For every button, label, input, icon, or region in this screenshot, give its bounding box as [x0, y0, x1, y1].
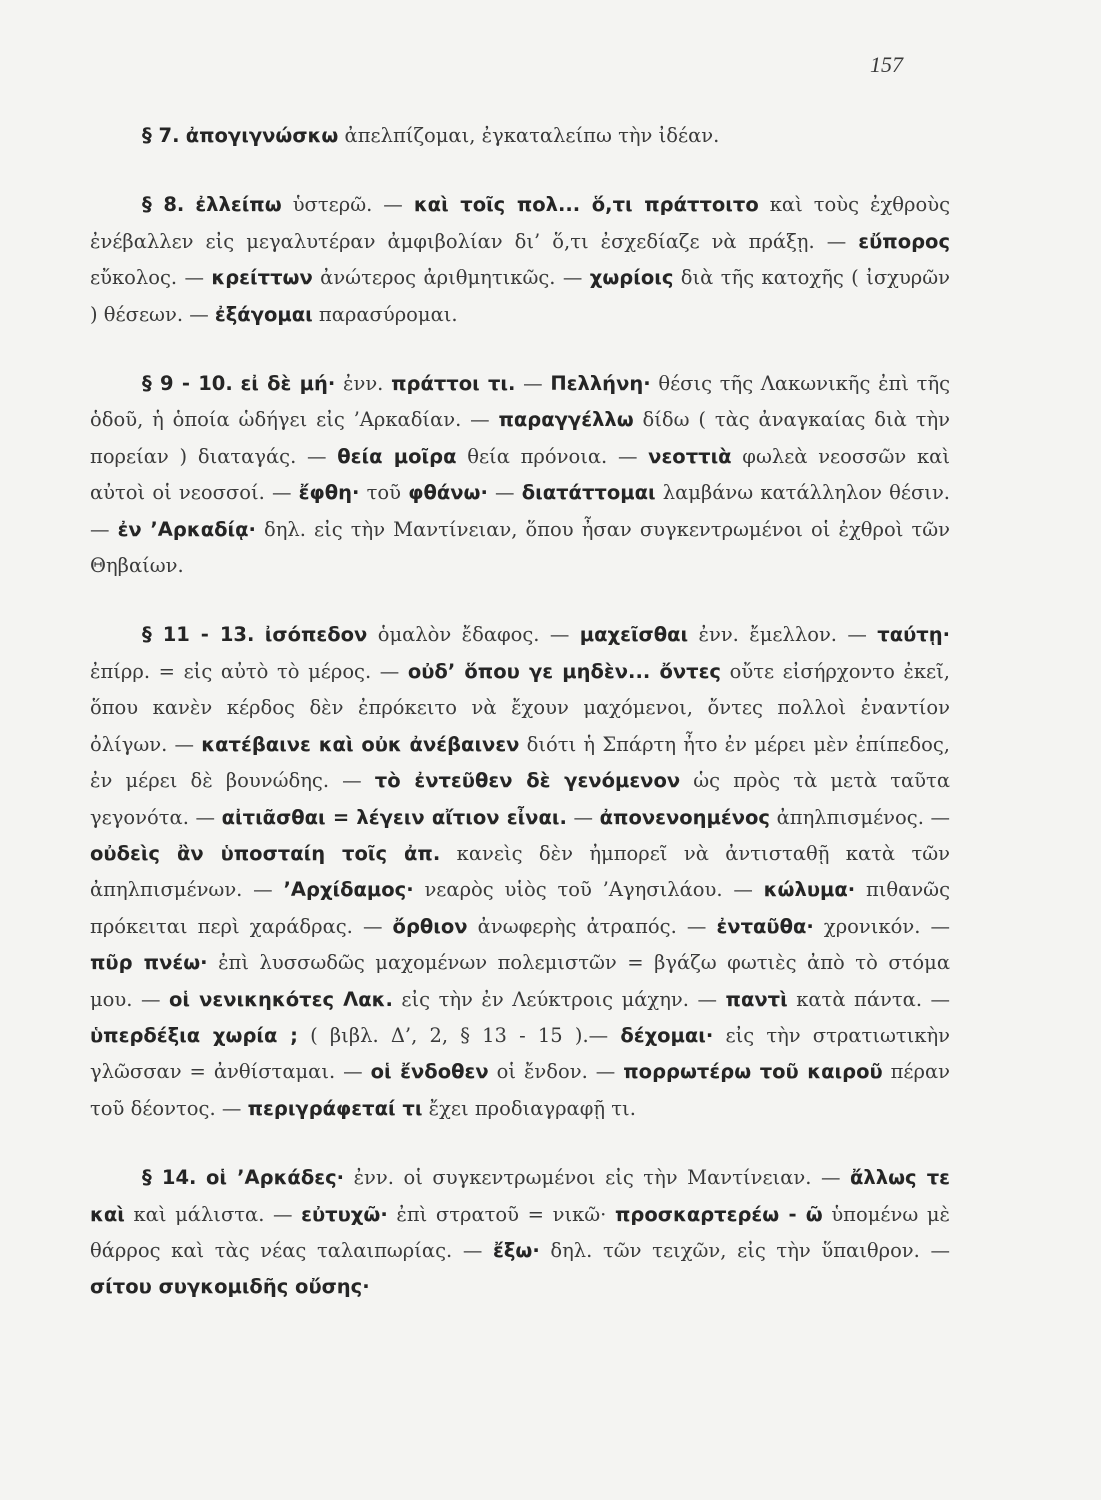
lemma-term: καὶ τοῖς πολ... ὅ,τι πράττοιτο — [413, 193, 759, 217]
gloss-entry — [301, 1203, 606, 1226]
gloss-entry — [337, 445, 637, 468]
lemma-term: ἔφθη· — [298, 481, 360, 505]
gloss-entry — [408, 481, 514, 504]
gloss-entry — [600, 806, 950, 829]
gloss-definition: ὁμαλὸν ἔδαφος. — — [377, 623, 570, 647]
lemma-term: ὑπερδέξια χωρία ; — [90, 1023, 298, 1047]
gloss-entry — [299, 481, 401, 504]
gloss-entry — [215, 303, 458, 326]
gloss-definition: ὑστερῶ. — — [292, 193, 403, 217]
lemma-term: ἐν ’Αρκαδίᾳ· — [117, 517, 256, 541]
gloss-entry — [222, 806, 593, 829]
gloss-definition: — — [573, 805, 593, 829]
gloss-definition: θέσις τῆς Λακωνικῆς ἐπὶ τῆς ὁδοῦ, ἡ ὁποία ὡδήγει εἰς ’Αρκαδίαν. — — [90, 372, 951, 432]
gloss-definition: χρονικόν. — — [823, 914, 950, 938]
lemma-term: προσκαρτερέω - ῶ — [615, 1202, 823, 1226]
gloss-entry — [186, 124, 720, 147]
gloss-definition: δίδω ( τὰς ἀναγκαίας διὰ τὴν πορείαν ) διαταγάς. — — [90, 408, 950, 468]
lemma-term: δέχομαι· — [620, 1023, 714, 1047]
lemma-term: οἱ ἔνδοθεν — [370, 1060, 489, 1084]
gloss-entry — [90, 1024, 608, 1047]
gloss-entry — [169, 988, 717, 1011]
gloss-entry — [726, 988, 951, 1011]
gloss-definition: καὶ μάλιστα. — — [133, 1202, 293, 1226]
lemma-term: μαχεῖσθαι — [579, 623, 689, 647]
lemma-term: ταύτῃ· — [877, 623, 950, 647]
lemma-term: φθάνω· — [408, 481, 488, 505]
lemma-term: διατάττομαι — [521, 481, 656, 505]
gloss-definition: ἀπελπίζομαι, ἐγκαταλείπω τὴν ἰδέαν. — [344, 124, 720, 147]
lemma-term: οὐδ’ ὅπου γε μηδὲν... ὄντες — [407, 659, 721, 683]
lemma-term: σίτου συγκομιδῆς οὔσης· — [90, 1275, 370, 1299]
lemma-term: εἰ δὲ μή· — [240, 372, 336, 396]
gloss-definition: δηλ. τῶν τειχῶν, εἰς τὴν ὕπαιθρον. — — [550, 1238, 950, 1262]
gloss-entry — [90, 1275, 370, 1298]
gloss-definition: θεία πρόνοια. — — [467, 444, 638, 468]
gloss-definition: ἀνωφερὴς ἀτραπός. — — [477, 914, 707, 938]
gloss-definition: ὡς πρὸς τὰ μετὰ ταῦτα γεγονότα. — — [90, 769, 950, 829]
lemma-term: ἐνταῦθα· — [716, 914, 814, 938]
lemma-term: ’Αρχίδαμος· — [283, 878, 414, 902]
gloss-entry — [716, 915, 950, 938]
gloss-definition: ἐπίρρ. = εἰς αὐτὸ τὸ μέρος. — — [90, 659, 400, 683]
gloss-definition: οἱ ἔνδον. — — [496, 1060, 616, 1084]
lemma-term: παντὶ — [725, 987, 788, 1011]
gloss-entry — [90, 518, 950, 577]
gloss-definition: ὑπομένω μὲ θάρρος καὶ τὰς νέας ταλαιπωρίας. — — [90, 1202, 951, 1262]
gloss-entry — [493, 1239, 950, 1262]
gloss-definition: εἰς τὴν ἐν Λεύκτροις μάχην. — — [401, 987, 717, 1011]
lemma-term: πῦρ πνέω· — [90, 951, 208, 975]
lemma-term: ἄλλως τε καὶ — [90, 1166, 951, 1226]
gloss-definition: διότι ἡ Σπάρτη ἦτο ἐν μέρει μὲν ἐπίπεδος, ἐν μέρει δὲ βουνώδης. — — [90, 732, 950, 793]
gloss-definition: ἐπὶ λυσσωδῶς μαχομένων πολεμιστῶν = βγάζω φωτιὲς ἀπὸ τὸ στόμα μου. — — [90, 951, 950, 1011]
lemma-term: κατέβαινε καὶ οὐκ ἀνέβαινεν — [201, 732, 520, 756]
gloss-definition: — — [523, 372, 543, 396]
lemma-term: χωρίοις — [589, 266, 674, 290]
section-number: § 14. — [142, 1166, 197, 1190]
gloss-entry — [206, 1166, 840, 1189]
section-number: § 11 - 13. — [142, 623, 255, 647]
lemma-term: ἐλλείπω — [195, 193, 282, 217]
gloss-definition: τοῦ — [366, 481, 402, 505]
gloss-entry — [211, 266, 582, 289]
lemma-term: ἐξάγομαι — [214, 302, 313, 326]
lemma-term: κώλυμα· — [763, 878, 856, 902]
section-number: § 7. — [142, 124, 180, 147]
gloss-definition: κατὰ πάντα. — — [796, 987, 951, 1011]
gloss-definition: ἔχει προδιαγραφῇ τι. — [428, 1096, 636, 1120]
gloss-definition: ( βιβλ. Δ’, 2, § 13 - 15 ).— — [310, 1023, 609, 1047]
gloss-definition: — — [495, 481, 515, 505]
lemma-term: αἰτιᾶσθαι = λέγειν αἴτιον εἶναι. — [221, 805, 567, 829]
lemma-term: οὐδεὶς ἂν ὑποσταίη τοῖς ἀπ. — [90, 841, 441, 865]
commentary-paragraph — [90, 118, 950, 154]
gloss-definition: οὔτε εἰσήρχοντο ἐκεῖ, ὅπου κανὲν κέρδος δὲν ἐπρόκειτο νὰ ἔχουν μαχόμενοι, ὄντες πολλοὶ ἐναντίον ὀλίγων. — — [90, 659, 950, 756]
commentary-paragraph — [90, 1160, 950, 1306]
lemma-term: κρείττων — [211, 266, 313, 290]
gloss-definition: διὰ τῆς κατοχῆς ( ἰσχυρῶν ) θέσεων. — — [90, 266, 951, 326]
section-number: § 8. — [142, 193, 185, 217]
lemma-term: Πελλήνη· — [550, 372, 651, 396]
gloss-entry — [580, 623, 867, 646]
gloss-definition: ἐνν. ἔμελλον. — — [698, 623, 867, 647]
lemma-term: ἀπονενοημένος — [599, 805, 770, 829]
gloss-entry — [284, 878, 753, 901]
gloss-definition: παρασύρομαι. — [318, 302, 458, 326]
gloss-entry — [265, 623, 570, 646]
lemma-term: ἰσόπεδον — [264, 623, 368, 647]
page-number: 157 — [870, 52, 903, 77]
gloss-definition: εὔκολος. — — [90, 266, 204, 290]
gloss-definition: ἐνν. οἱ συγκεντρωμένοι εἰς τὴν Μαντίνειαν. — — [353, 1166, 841, 1190]
lemma-term: οἱ νενικηκότες Λακ. — [169, 987, 393, 1011]
gloss-definition: εἰς τὴν στρατιωτικὴν γλῶσσαν = ἀνθίσταμαι. — — [90, 1023, 951, 1084]
gloss-definition: φωλεὰ νεοσσῶν καὶ αὐτοὶ οἱ νεοσσοί. — — [90, 444, 950, 505]
gloss-definition: νεαρὸς υἱὸς τοῦ ’Αγησιλάου. — — [424, 878, 753, 902]
lemma-term: πράττοι τι. — [391, 372, 516, 396]
gloss-definition: κανεὶς δὲν ἠμπορεῖ νὰ ἀντισταθῇ κατὰ τῶν ἀπηλπισμένων. — — [90, 841, 950, 902]
commentary-paragraph — [90, 366, 950, 584]
lemma-term: τὸ ἐντεῦθεν δὲ γενόμενον — [374, 769, 681, 793]
lemma-term: εὐτυχῶ· — [301, 1202, 388, 1226]
gloss-definition: λαμβάνω κατάλληλον θέσιν. — — [90, 481, 951, 541]
gloss-entry — [195, 193, 403, 216]
lemma-term: ἔξω· — [493, 1238, 540, 1262]
lemma-term: θεία μοῖρα — [337, 444, 457, 468]
commentary-text — [90, 118, 950, 1306]
lemma-term: νεοττιὰ — [648, 444, 732, 468]
gloss-definition: ἀπηλπισμένος. — — [776, 805, 951, 829]
commentary-paragraph — [90, 617, 950, 1127]
gloss-entry — [240, 372, 383, 395]
gloss-entry — [371, 1060, 616, 1083]
gloss-definition: ἐπὶ στρατοῦ = νικῶ· — [396, 1202, 607, 1226]
commentary-paragraph — [90, 187, 950, 333]
lemma-term: εὔπορος — [858, 229, 951, 253]
gloss-entry — [248, 1097, 636, 1120]
gloss-definition: δηλ. εἰς τὴν Μαντίνειαν, ὅπου ἦσαν συγκεντρωμένοι οἱ ἐχθροὶ τῶν Θηβαίων. — [90, 517, 950, 578]
gloss-entry — [391, 372, 543, 395]
gloss-definition: ἀνώτερος ἀριθμητικῶς. — — [320, 266, 583, 290]
lemma-term: πορρωτέρω τοῦ καιροῦ — [623, 1060, 883, 1084]
gloss-entry — [393, 915, 707, 938]
lemma-term: παραγγέλλω — [498, 408, 634, 432]
gloss-definition: ἐνν. — [343, 372, 384, 396]
lemma-term: ἀπογιγνώσκω — [185, 124, 339, 147]
lemma-term: περιγράφεταί τι — [247, 1096, 423, 1120]
gloss-definition: πιθανῶς πρόκειται περὶ χαράδρας. — — [90, 878, 950, 938]
gloss-definition: καὶ τοὺς ἐχθροὺς ἐνέβαλλεν εἰς μεγαλυτέραν ἀμφιβολίαν δι’ ὅ,τι ἐσχεδίαζε νὰ πράξῃ. — — [90, 193, 951, 253]
gloss-definition: πέραν τοῦ δέοντος. — — [90, 1060, 951, 1120]
lemma-term: οἱ ’Αρκάδες· — [205, 1166, 345, 1190]
lemma-term: ὄρθιον — [392, 914, 468, 938]
section-number: § 9 - 10. — [142, 372, 233, 396]
